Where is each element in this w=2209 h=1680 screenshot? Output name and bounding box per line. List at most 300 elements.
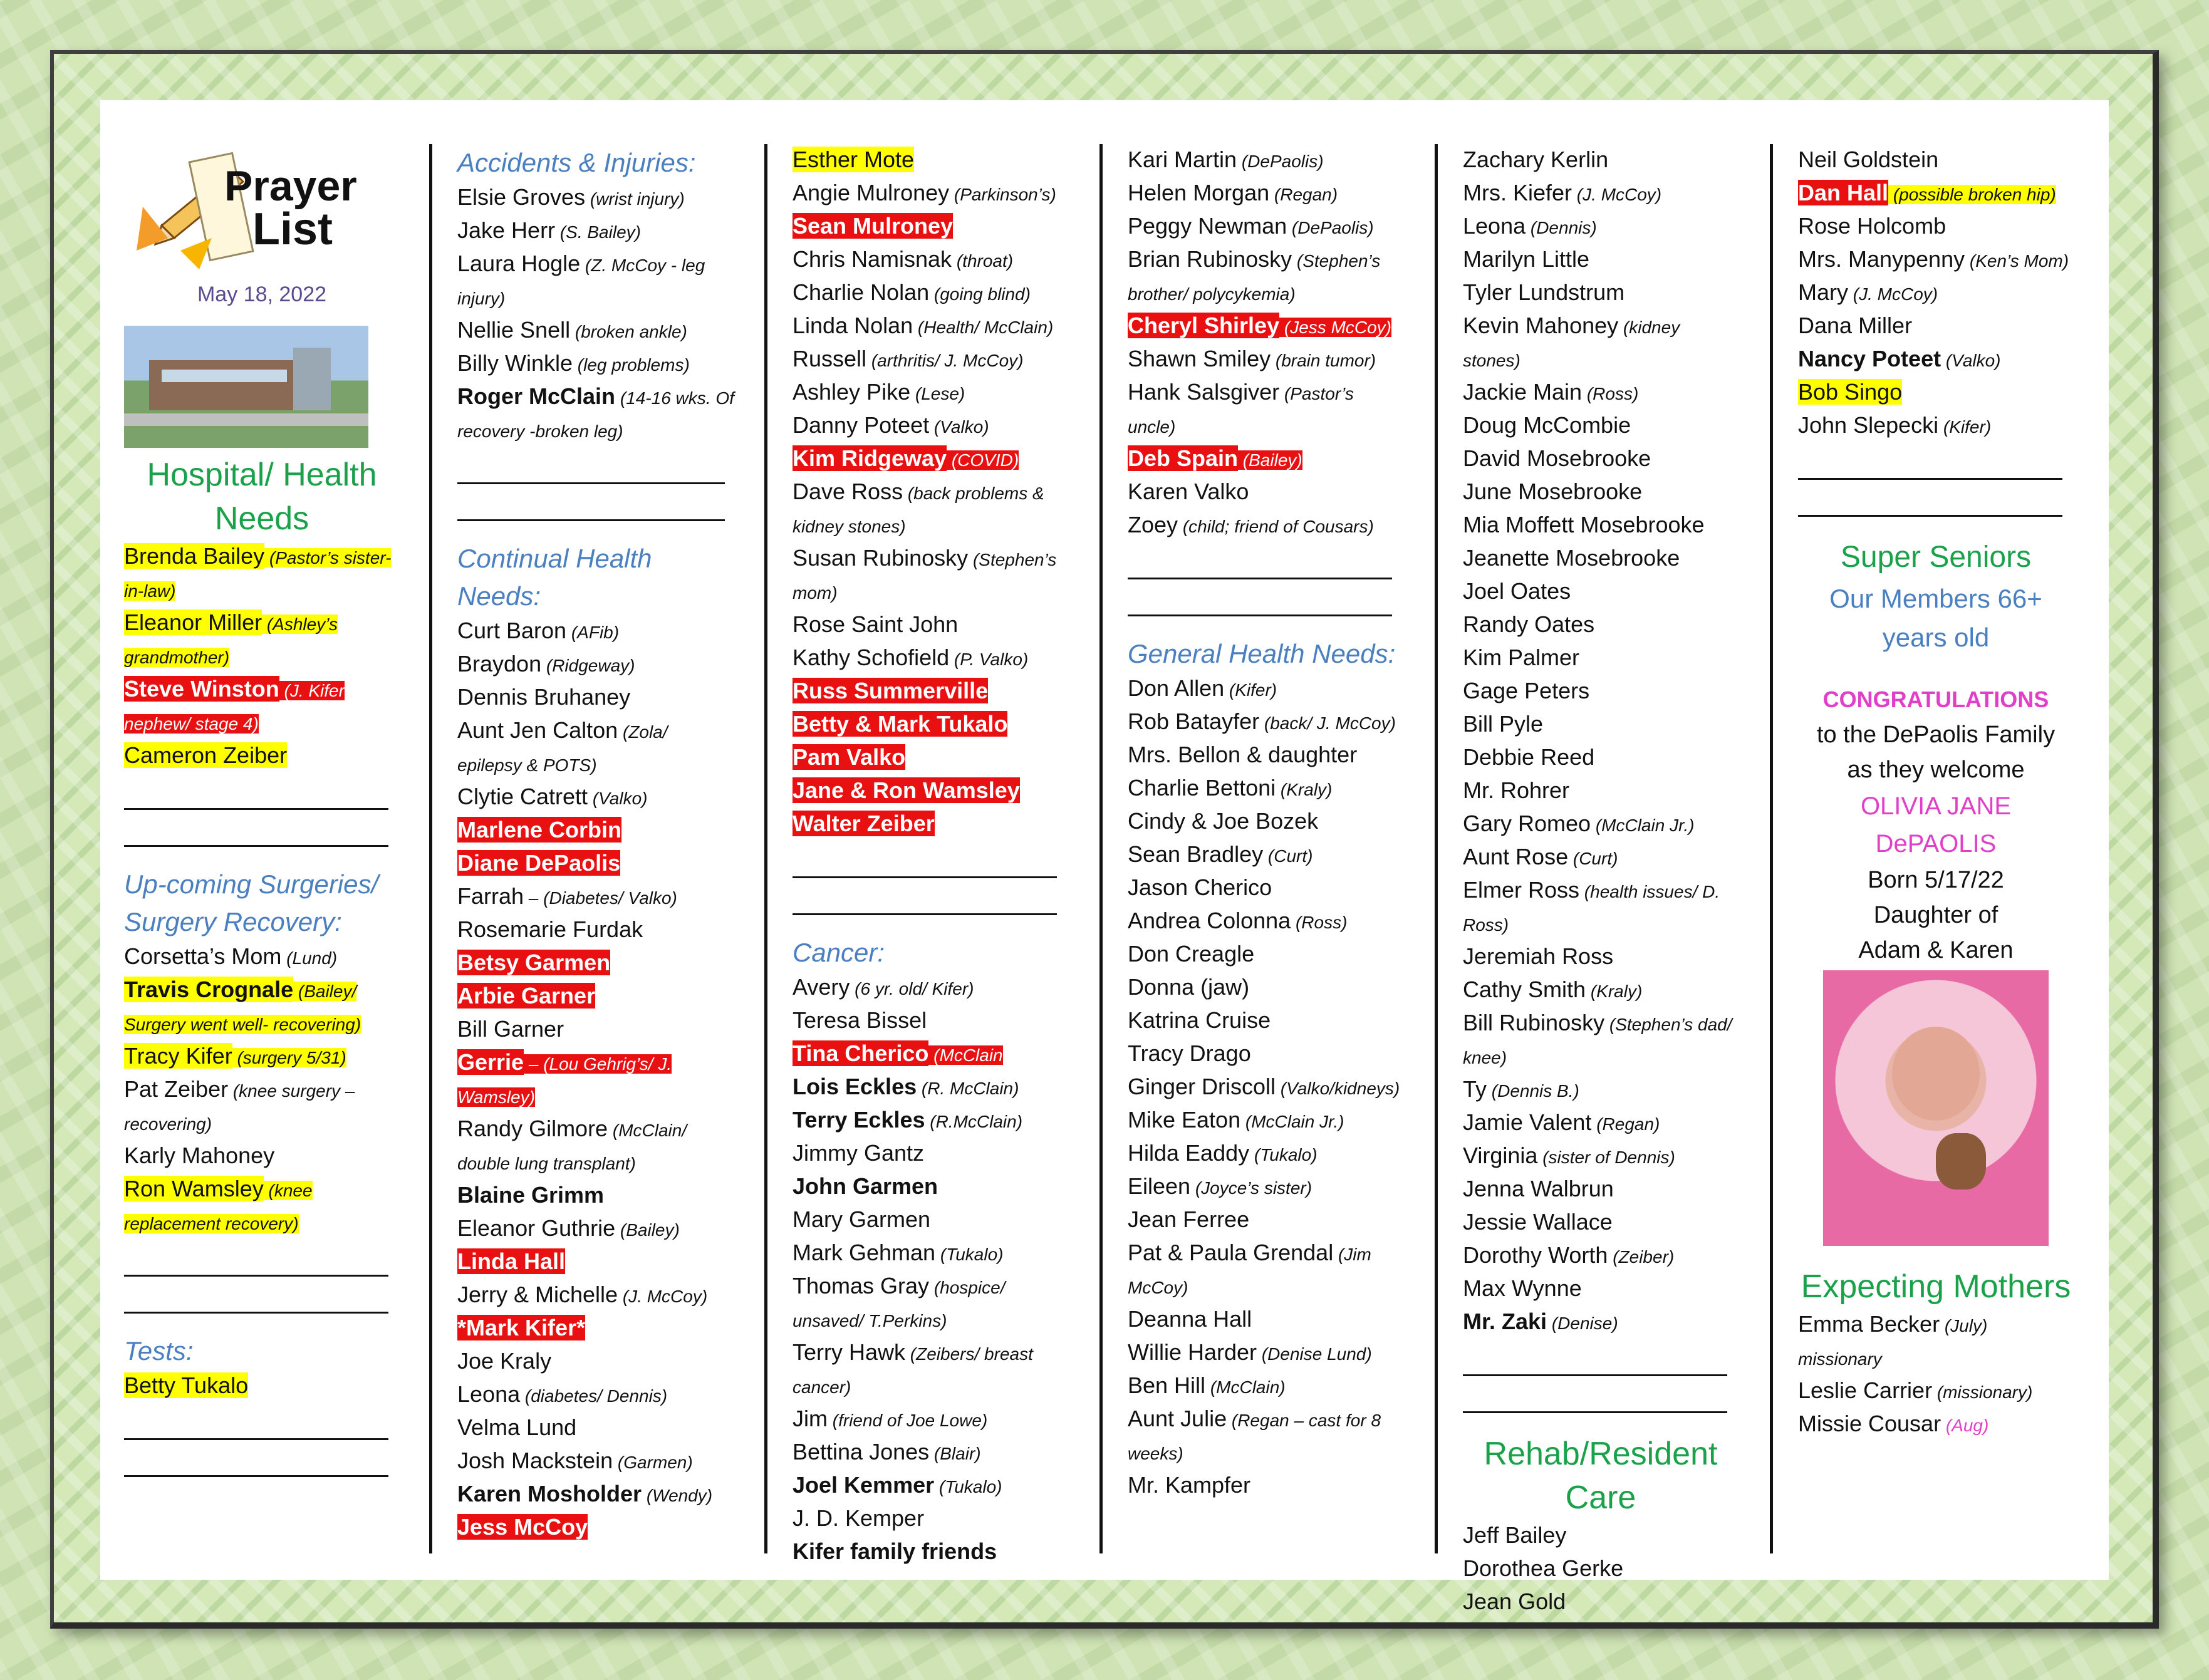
list-item <box>457 781 736 814</box>
list-item <box>1463 642 1739 675</box>
item-note: (Wendy) <box>642 1486 713 1505</box>
item-note: (Kifer) <box>1224 680 1277 700</box>
item-note: (Ross) <box>1582 384 1639 403</box>
list-item <box>1463 708 1739 742</box>
list-item <box>1463 576 1739 609</box>
item-name: J. D. Kemper <box>793 1505 925 1531</box>
list-item <box>1798 144 2074 177</box>
item-name: Teresa Bissel <box>793 1007 927 1033</box>
item-note: (DePaolis) <box>1287 218 1374 237</box>
blank-lines <box>1798 443 2074 517</box>
item-note: (Jim McCoy) <box>1128 1245 1371 1297</box>
item-name: Jimmy Gantz <box>793 1140 925 1166</box>
list-item <box>1798 410 2074 443</box>
list-item <box>1798 210 2074 244</box>
item-name: Cindy & Joe Bozek <box>1128 808 1319 834</box>
item-name: Thomas Gray <box>793 1273 930 1299</box>
item-name: Jerry & Michelle <box>457 1282 618 1307</box>
list-item <box>457 1213 736 1246</box>
item-name: Eleanor Guthrie <box>457 1215 616 1241</box>
list-item <box>124 607 400 673</box>
item-note: (Valko) <box>588 789 648 808</box>
list-item <box>124 1074 400 1140</box>
item-name: Terry Hawk <box>793 1339 906 1365</box>
item-note: (missionary) <box>1932 1382 2033 1402</box>
list-item <box>793 1104 1068 1138</box>
list-item <box>1128 1204 1403 1237</box>
item-note: (knee replacement recovery) <box>124 1181 313 1233</box>
list-item <box>793 1237 1068 1270</box>
item-name: Elsie Groves <box>457 184 586 210</box>
list-item <box>1128 144 1403 177</box>
item-name: Rose Holcomb <box>1798 213 1947 239</box>
item-name: Helen Morgan <box>1128 180 1270 205</box>
list-item <box>1128 673 1403 706</box>
item-note: (AFib) <box>566 623 620 642</box>
list-item <box>1463 1273 1739 1306</box>
item-name: Ron Wamsley <box>124 1176 264 1201</box>
date: May 18, 2022 <box>197 283 327 306</box>
cancer-list-cont <box>1128 144 1403 542</box>
list-item <box>793 1403 1068 1436</box>
item-note: (health issues/ D. Ross) <box>1463 882 1720 935</box>
item-name: Braydon <box>457 651 542 677</box>
list-item <box>793 1171 1068 1204</box>
column-1 <box>124 144 400 1555</box>
logo-line1: Prayer <box>224 162 357 210</box>
item-note: (Kifer) <box>1938 417 1992 437</box>
item-name: Peggy Newman <box>1128 213 1287 239</box>
column-divider <box>764 144 767 1553</box>
list-item <box>793 1536 1068 1569</box>
item-note: (Regan – cast for 8 weeks) <box>1128 1411 1381 1463</box>
item-name: Bill Garner <box>457 1016 564 1042</box>
item-name: Rosemarie Furdak <box>457 916 643 942</box>
item-note: (Kraly) <box>1276 780 1333 799</box>
item-name: Marilyn Little <box>1463 246 1590 272</box>
list-item <box>1463 1107 1739 1140</box>
list-item <box>124 1140 400 1173</box>
list-item <box>793 675 1068 708</box>
item-name: Dorothy Worth <box>1463 1242 1608 1268</box>
item-name: Bill Rubinosky <box>1463 1010 1605 1035</box>
born-date: Born 5/17/22 <box>1868 867 2004 893</box>
list-item <box>793 376 1068 410</box>
item-note: (Valko) <box>929 417 989 437</box>
list-item <box>457 1180 736 1213</box>
list-item <box>457 1511 736 1545</box>
item-name: Corsetta’s Mom <box>124 943 282 969</box>
list-item <box>457 1312 736 1346</box>
list-item <box>793 742 1068 775</box>
item-note: (Pastor’s sister-in-law) <box>124 548 392 601</box>
item-name: Leona <box>1463 213 1526 239</box>
item-name: Cheryl Shirley <box>1128 313 1280 338</box>
item-note: (S. Bailey) <box>555 222 641 242</box>
item-note: (J. McCoy) <box>1572 185 1662 204</box>
item-note: (Regan) <box>1591 1114 1660 1134</box>
item-name: Cathy Smith <box>1463 977 1586 1002</box>
hospital-photo <box>124 326 368 448</box>
item-note: (child; friend of Cousars) <box>1178 517 1374 536</box>
item-name: Jeremiah Ross <box>1463 943 1614 969</box>
item-name: Virginia <box>1463 1143 1538 1168</box>
list-item <box>124 974 400 1040</box>
list-item <box>1463 443 1739 476</box>
item-name: Susan Rubinosky <box>793 545 969 571</box>
item-name: Joel Kemmer <box>793 1472 935 1498</box>
blank-lines <box>457 447 736 521</box>
list-item <box>1128 938 1403 972</box>
logo-line2: List <box>252 204 333 254</box>
list-item <box>793 1138 1068 1171</box>
item-note: (McClain) <box>1205 1377 1286 1397</box>
item-name: Andrea Colonna <box>1128 908 1291 933</box>
list-item <box>1463 841 1739 874</box>
item-note: – (Lou Gehrig’s/ J. Wamsley) <box>457 1054 672 1107</box>
item-name: Mike Eaton <box>1128 1107 1241 1133</box>
list-item <box>793 1337 1068 1403</box>
item-name: Doug McCombie <box>1463 412 1631 438</box>
item-name: Tracy Drago <box>1128 1040 1251 1066</box>
item-name: Mrs. Manypenny <box>1798 246 1965 272</box>
list-item <box>1463 410 1739 443</box>
item-note: (R.McClain) <box>925 1112 1023 1131</box>
item-name: Esther Mote <box>793 147 915 172</box>
list-item <box>793 1204 1068 1237</box>
list-item <box>1798 376 2074 410</box>
cancer-title: Cancer: <box>793 938 885 967</box>
list-item <box>793 542 1068 609</box>
list-item <box>1463 1074 1739 1107</box>
column-divider <box>429 144 432 1553</box>
continual-title: Continual Health Needs: <box>457 544 652 611</box>
item-name: Don Creagle <box>1128 941 1255 967</box>
list-item <box>457 848 736 881</box>
list-item <box>1463 144 1739 177</box>
list-item <box>457 215 736 248</box>
item-note: (back/ J. McCoy) <box>1259 713 1396 733</box>
item-name: Linda Hall <box>457 1248 566 1274</box>
item-note: (Zeibers/ breast cancer) <box>793 1344 1033 1397</box>
baby-name: OLIVIA JANE DePAOLIS <box>1860 792 2012 858</box>
item-name: Brenda Bailey <box>124 543 265 569</box>
list-item <box>1798 244 2074 277</box>
item-name: Diane DePaolis <box>457 850 621 876</box>
continual-list <box>457 615 736 1545</box>
item-note: (Zeiber) <box>1608 1247 1675 1267</box>
surgeries-list <box>124 941 400 1240</box>
list-item <box>1463 941 1739 974</box>
continual-list-cont <box>793 144 1068 841</box>
list-item <box>1463 376 1739 410</box>
list-item <box>793 972 1068 1005</box>
list-item <box>457 881 736 914</box>
item-name: Mr. Kampfer <box>1128 1472 1251 1498</box>
surgeries-title: Up-coming Surgeries/ Surgery Recovery: <box>124 869 379 936</box>
item-name: Jessie Wallace <box>1463 1209 1613 1235</box>
item-name: Willie Harder <box>1128 1339 1257 1365</box>
list-item <box>1128 706 1403 739</box>
item-name: Rose Saint John <box>793 611 959 637</box>
item-note: (P. Valko) <box>949 650 1029 669</box>
item-name: Mrs. Kiefer <box>1463 180 1572 205</box>
item-note: (McClain <box>928 1045 1003 1065</box>
item-note: (Z. McCoy - leg injury) <box>457 256 705 308</box>
list-item <box>793 1436 1068 1470</box>
item-name: Velma Lund <box>457 1414 577 1440</box>
list-item <box>1128 1304 1403 1337</box>
blank-lines <box>793 841 1068 915</box>
item-name: Joel Oates <box>1463 578 1571 604</box>
item-name: Jamie Valent <box>1463 1109 1592 1135</box>
list-item <box>1128 343 1403 376</box>
list-item <box>457 615 736 648</box>
list-item <box>457 1445 736 1478</box>
item-name: Aunt Jen Calton <box>457 717 618 743</box>
blank-lines <box>124 1240 400 1314</box>
list-item <box>1128 1071 1403 1104</box>
item-note: (Stephen’s brother/ polycykemia) <box>1128 251 1381 304</box>
item-name: Mary Garmen <box>793 1206 931 1232</box>
item-note: (friend of Joe Lowe) <box>828 1411 988 1430</box>
list-item <box>1798 310 2074 343</box>
congrats-line1: to the DePaolis Family <box>1816 722 2056 748</box>
item-note: (Curt) <box>1263 846 1313 866</box>
item-name: Shawn Smiley <box>1128 346 1271 371</box>
tests-list <box>124 1370 400 1403</box>
item-note: (14-16 wks. Of recovery -broken leg) <box>457 388 734 441</box>
item-name: Donna (jaw) <box>1128 974 1250 1000</box>
item-name: Mark Gehman <box>793 1240 936 1265</box>
item-note: (Ross) <box>1291 913 1348 932</box>
list-item <box>1128 806 1403 839</box>
list-item <box>1128 443 1403 476</box>
item-note: (Aug) <box>1941 1416 1989 1435</box>
item-note: (throat) <box>952 251 1014 271</box>
item-name: June Mosebrooke <box>1463 479 1643 504</box>
item-name: Jess McCoy <box>457 1514 588 1540</box>
cancer-list <box>793 972 1068 1569</box>
item-name: Billy Winkle <box>457 350 573 376</box>
item-name: Neil Goldstein <box>1798 147 1939 172</box>
item-name: Jeanette Mosebrooke <box>1463 545 1680 571</box>
list-item <box>1128 376 1403 443</box>
tests-title: Tests: <box>124 1336 194 1366</box>
general-title: General Health Needs: <box>1128 639 1396 668</box>
item-note: (Tukalo) <box>934 1477 1002 1496</box>
list-item <box>1128 1403 1403 1470</box>
item-name: Lois Eckles <box>793 1074 917 1099</box>
item-name: Betty Tukalo <box>124 1372 249 1398</box>
item-name: Eleanor Miller <box>124 609 262 635</box>
column-divider <box>1435 144 1438 1553</box>
item-note: (Parkinson’s) <box>949 185 1056 204</box>
item-name: Debbie Reed <box>1463 744 1595 770</box>
item-name: Joe Kraly <box>457 1348 552 1374</box>
item-name: Charlie Nolan <box>793 279 930 305</box>
list-item <box>793 1270 1068 1337</box>
item-name: Aunt Julie <box>1128 1406 1227 1431</box>
accidents-list <box>457 182 736 447</box>
prayer-list-page <box>100 100 2109 1614</box>
item-note: (Kraly) <box>1586 982 1643 1001</box>
list-item <box>793 1071 1068 1104</box>
list-item <box>1463 775 1739 808</box>
item-name: Ben Hill <box>1128 1372 1206 1398</box>
list-item <box>457 980 736 1014</box>
item-name: Kim Palmer <box>1463 645 1580 670</box>
item-name: John Garmen <box>793 1173 938 1199</box>
item-name: Jackie Main <box>1463 379 1583 405</box>
item-name: Randy Gilmore <box>457 1116 608 1141</box>
list-item <box>793 277 1068 310</box>
item-note: (Garmen) <box>613 1453 693 1472</box>
list-item <box>1128 1171 1403 1204</box>
list-item <box>1463 1306 1739 1339</box>
item-name: Gary Romeo <box>1463 811 1591 836</box>
item-note: (brain tumor) <box>1271 351 1376 370</box>
list-item <box>1128 1104 1403 1138</box>
list-item <box>793 310 1068 343</box>
item-name: Kevin Mahoney <box>1463 313 1619 338</box>
item-name: Betsy Garmen <box>457 950 611 975</box>
expecting-title: Expecting Mothers <box>1801 1268 2071 1305</box>
list-item <box>124 1173 400 1240</box>
list-item <box>1463 1520 1739 1553</box>
item-name: Ginger Driscoll <box>1128 1074 1276 1099</box>
item-note: (McClain Jr.) <box>1591 816 1695 835</box>
item-note: (wrist injury) <box>585 189 685 209</box>
list-item <box>1128 772 1403 806</box>
list-item <box>1128 839 1403 872</box>
hospital-list <box>124 541 400 773</box>
item-note: (Lese) <box>910 384 965 403</box>
list-item <box>1128 1138 1403 1171</box>
item-note: (Ridgeway) <box>541 656 635 675</box>
item-note: (Health/ McClain) <box>913 318 1054 337</box>
list-item <box>1128 1237 1403 1304</box>
item-name: Nancy Poteet <box>1798 346 1941 371</box>
item-name: Cameron Zeiber <box>124 742 288 768</box>
item-note: (Valko) <box>1941 351 2001 370</box>
item-note: (back problems & kidney stones) <box>793 484 1044 536</box>
list-item <box>793 443 1068 476</box>
list-item <box>793 708 1068 742</box>
list-item <box>793 244 1068 277</box>
item-note: (Curt) <box>1568 849 1618 868</box>
list-item <box>1128 210 1403 244</box>
item-name: Pat Zeiber <box>124 1076 229 1102</box>
list-item <box>793 808 1068 841</box>
item-name: Karen Valko <box>1128 479 1249 504</box>
blank-lines <box>124 773 400 847</box>
list-item <box>1463 1553 1739 1586</box>
item-name: Laura Hogle <box>457 251 581 276</box>
list-item <box>457 1478 736 1511</box>
item-note: (Zola/ epilepsy & POTS) <box>457 722 668 775</box>
item-name: Dave Ross <box>793 479 903 504</box>
list-item <box>1128 905 1403 938</box>
pencil-notepad-icon <box>124 144 400 276</box>
column-4 <box>1128 144 1403 1555</box>
list-item <box>1128 476 1403 509</box>
blank-lines <box>124 1403 400 1477</box>
item-name: Zoey <box>1128 512 1178 537</box>
item-name: Sean Bradley <box>1128 841 1264 867</box>
list-item <box>1128 1005 1403 1038</box>
item-note: (Bailey) <box>615 1220 680 1240</box>
list-item <box>1463 1240 1739 1273</box>
general-list <box>1128 673 1403 1503</box>
parents: Adam & Karen <box>1858 937 2014 963</box>
list-item <box>1128 1470 1403 1503</box>
item-name: Jason Cherico <box>1128 874 1272 900</box>
list-item <box>457 682 736 715</box>
item-note: (broken ankle) <box>570 322 687 341</box>
item-name: Tyler Lundstrum <box>1463 279 1625 305</box>
item-name: Farrah <box>457 883 524 909</box>
item-name: Kathy Schofield <box>793 645 950 670</box>
column-2 <box>457 144 736 1555</box>
list-item <box>457 182 736 215</box>
item-name: Hilda Eaddy <box>1128 1140 1250 1166</box>
list-item <box>793 410 1068 443</box>
congrats-title: CONGRATULATIONS <box>1822 687 2049 712</box>
list-item <box>1798 1408 2074 1441</box>
item-name: Jenna Walbrun <box>1463 1176 1614 1201</box>
list-item <box>1463 1206 1739 1240</box>
list-item <box>793 609 1068 642</box>
item-note: (Denise Lund) <box>1257 1344 1372 1364</box>
item-note: (Blair) <box>929 1444 981 1463</box>
list-item <box>1463 1173 1739 1206</box>
list-item <box>124 740 400 773</box>
item-note: (Stephen’s mom) <box>793 550 1057 603</box>
item-name: Pam Valko <box>793 744 906 770</box>
item-note: (R. McClain) <box>917 1079 1019 1098</box>
item-name: Leslie Carrier <box>1798 1377 1933 1403</box>
list-item <box>457 1412 736 1445</box>
list-item <box>1463 542 1739 576</box>
item-name: Randy Oates <box>1463 611 1595 637</box>
congrats-line2: as they welcome <box>1847 757 2025 783</box>
rehab-title: Rehab/Resident Care <box>1484 1436 1718 1516</box>
item-name: Clytie Catrett <box>457 784 588 809</box>
item-note: (Dennis) <box>1526 218 1597 237</box>
list-item <box>1128 1370 1403 1403</box>
item-name: David Mosebrooke <box>1463 445 1651 471</box>
list-item <box>793 642 1068 675</box>
item-name: Charlie Bettoni <box>1128 775 1276 801</box>
list-item <box>124 941 400 974</box>
item-name: Danny Poteet <box>793 412 930 438</box>
list-item <box>1463 210 1739 244</box>
item-name: Leona <box>457 1381 521 1407</box>
item-name: Mary <box>1798 279 1848 305</box>
item-note: (Joyce’s sister) <box>1190 1178 1312 1198</box>
item-name: Zachary Kerlin <box>1463 147 1609 172</box>
item-name: Curt Baron <box>457 618 567 643</box>
item-name: Ty <box>1463 1076 1487 1102</box>
list-item <box>1463 509 1739 542</box>
item-note: (Tukalo) <box>1249 1145 1318 1164</box>
item-note: (J. Kifer nephew/ stage 4) <box>124 681 345 734</box>
item-name: Bettina Jones <box>793 1439 930 1465</box>
list-item <box>793 1038 1068 1071</box>
logo <box>124 144 400 276</box>
item-name: Tina Cherico <box>793 1040 929 1066</box>
